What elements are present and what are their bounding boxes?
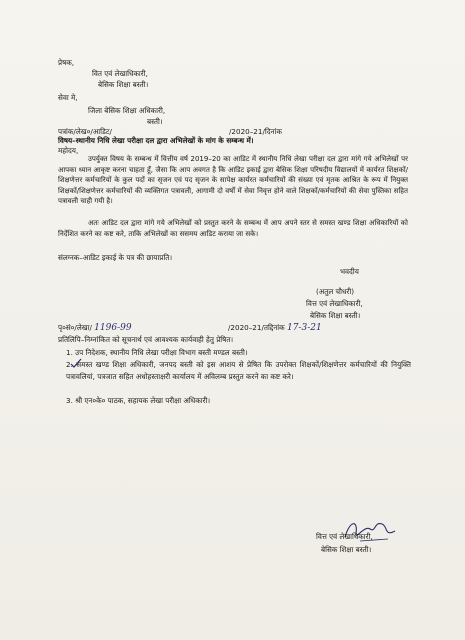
signatory-name: (अतुल चौधरी): [316, 287, 355, 296]
signatory-title-1: वित्त एवं लेखाधिकारी,: [306, 299, 363, 308]
signatory-title-2: बेसिक शिक्षा बस्ती।: [310, 311, 361, 320]
closing: भवदीय: [340, 267, 359, 276]
copy-date-label: /2020–21/तद्दिनांक: [228, 323, 285, 332]
final-title-1: वित्त एवं लेखाधिकारी,: [316, 532, 373, 541]
salutation: महोदय,: [58, 146, 79, 155]
copy-item-3: 3. श्री एन०के० पाठक, सहायक लेखा परीक्षा अधिकारी।: [66, 396, 211, 405]
copy-item-2: 2. समस्त खण्ड शिक्षा अधिकारी, जनपद बस्ती को इस आशय से प्रेषित कि उपरोक्त शिक्षकों/शिक्षणेत्तर कर्मचारियों की नियुक्ति पत्रावलियां, पत्रजात सहित अधोहस्ताक्षरी कार्यालय में अविलम्ब प्रस्तुत करने का कष्ट करे।: [66, 360, 411, 381]
sender-line2: बेसिक शिक्षा बस्ती।: [98, 80, 149, 89]
copy-reference-number: 1196-99: [94, 323, 132, 333]
sender-label: प्रेषक,: [58, 58, 75, 67]
recipient-line1: जिला बेसिक शिक्षा अधिकारी,: [88, 106, 166, 115]
copy-reference: [58, 323, 132, 333]
enclosure-line: संलग्नक–आडिट इकाई के पत्र की छायाप्रति।: [58, 253, 173, 262]
copy-item-1: 1. उप निदेशक, स्थानीय निधि लेखा परीक्षा विभाग बस्ती मण्डल बस्ती।: [66, 348, 248, 357]
copy-date-value: 17-3-21: [286, 323, 322, 333]
copy-date: [228, 323, 322, 333]
copy-reference-prefix: पृ०सं०/लेखा/: [58, 323, 92, 332]
body-paragraph-1: उपर्युक्त विषय के सम्बन्ध में वित्तीय वर्ष 2019–20 का आडिट में स्थानीय निधि लेखा परीक्षा दल द्वारा मांगे गये अभिलेखों पर आपका ध्यान आकृष्ट करना चाहता हूँ, जैसा कि आप अवगत है कि आडिट इकाई द्वारा बेसिक शिक्षा परिषदीय विद्यालयों में कार्यरत शिक्षकों/शिक्षणेत्तर कर्मचारियों के कुल पदों का सृजन एवं पद सृजन के सापेक्ष कार्यरत कर्मचारियों की संख्या एवं मृतक आश्रित के रूप में नियुक्त शिक्षकों/शिक्षणेत्तर कर्मचारियों की व्यक्तिगत पत्रावली, आगामी दो वर्षों में सेवा निवृत्त होने वाले शिक्षकों/कर्मचारियों की सेवा पुस्तिका सहित पत्रावली चाही गयी है।: [58, 155, 408, 205]
body-paragraph-2: अतः आडिट दल द्वारा मांगे गये अभिलेखों को प्रस्तुत करने के सम्बन्ध में आप अपने स्तर से समस्त खण्ड शिक्षा अधिकारियों को निर्देशित करने का कष्ट करे, ताकि अभिलेखों का ससमय आडिट कराया जा सके।: [58, 219, 408, 238]
recipient-label: सेवा मे,: [58, 93, 78, 102]
subject-line: विषय–स्थानीय निधि लेखा परीक्षा दल द्वारा अभिलेखों के मांग के सम्बन्ध में।: [58, 136, 254, 145]
sender-line1: वित एवं लेखाधिकारी,: [92, 69, 148, 78]
recipient-line2: बस्ती।: [147, 117, 163, 126]
check-mark-icon: [70, 357, 82, 369]
final-title-2: बेसिक शिक्षा बस्ती।: [321, 545, 372, 554]
reference-number: पत्रांक/लेख०/आडिट/: [58, 127, 112, 136]
copy-intro: प्रतिलिपि–निम्नांकित को सूचनार्थ एवं आवश्यक कार्यवाही हेतु प्रेषित।: [58, 335, 234, 344]
reference-date: /2020–21/दिनांक: [229, 127, 282, 136]
